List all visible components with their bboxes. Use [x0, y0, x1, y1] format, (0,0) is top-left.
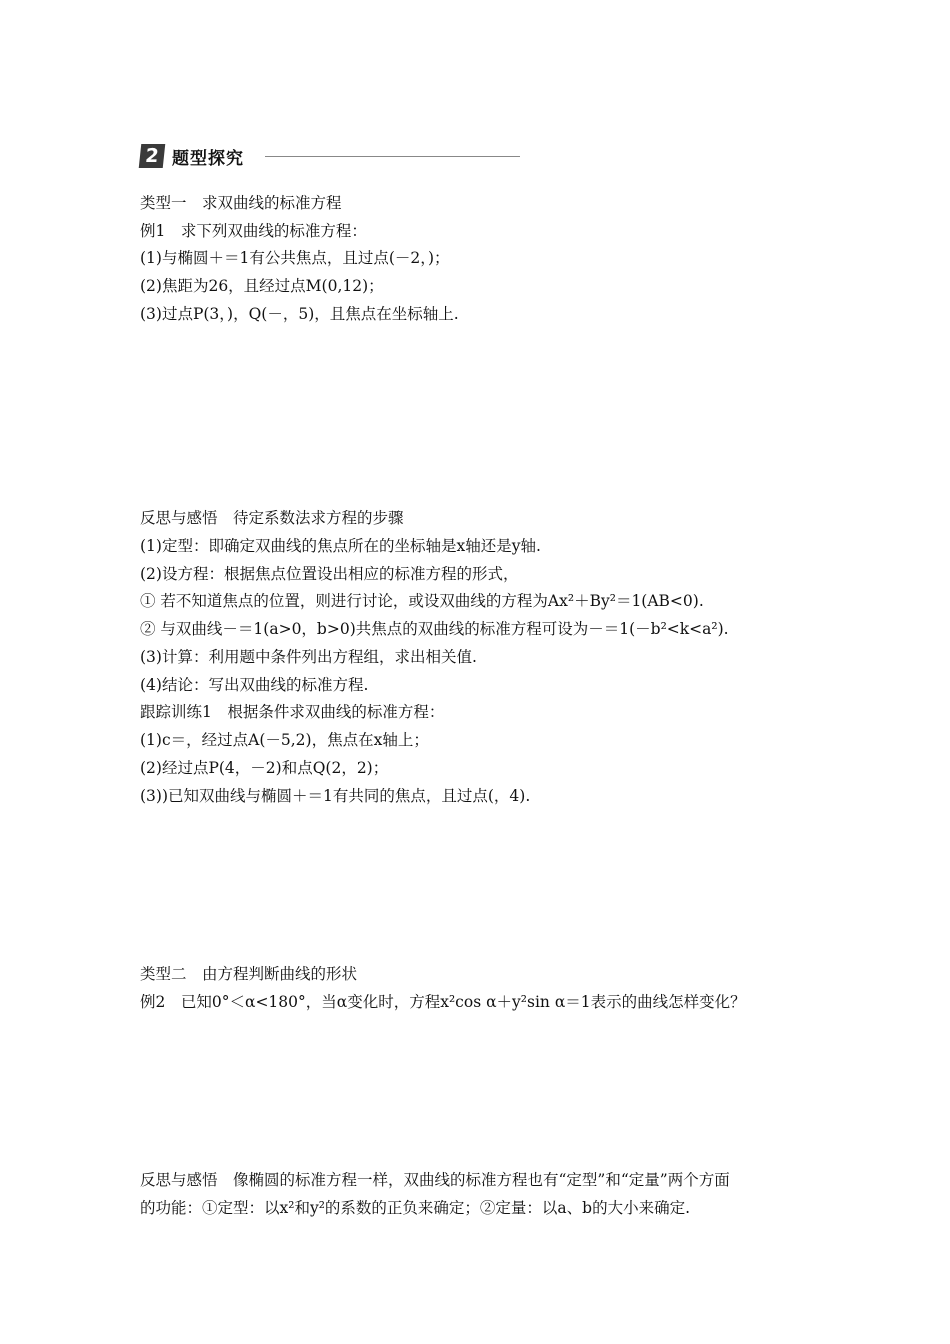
- type2-heading: 类型二 由方程判断曲线的形状: [140, 965, 358, 983]
- reflection1-step3: (3)计算：利用题中条件列出方程组，求出相关值.: [140, 648, 477, 666]
- reflection2-line1: 反思与感悟 像椭圆的标准方程一样，双曲线的标准方程也有“定型”和“定量”两个方面: [140, 1171, 730, 1189]
- exercise1-part2: (2)经过点P(4，－2)和点Q(2，2)；: [140, 759, 389, 777]
- section-header: [140, 144, 244, 168]
- reflection1-step1: (1)定型：即确定双曲线的焦点所在的坐标轴是x轴还是y轴.: [140, 537, 541, 555]
- reflection1-step2: (2)设方程：根据焦点位置设出相应的标准方程的形式，: [140, 565, 519, 583]
- example1-part3: (3)过点P(3，)，Q(－，5)，且焦点在坐标轴上.: [140, 305, 459, 323]
- example1-part2: (2)焦距为26，且经过点M(0,12)；: [140, 277, 384, 295]
- type1-heading: 类型一 求双曲线的标准方程: [140, 194, 342, 212]
- section-rule: [265, 156, 520, 157]
- reflection1-heading: 反思与感悟 待定系数法求方程的步骤: [140, 509, 404, 527]
- exercise1-part3: (3))已知双曲线与椭圆＋＝1有共同的焦点，且过点(，4).: [140, 787, 531, 805]
- reflection2-line2: 的功能：①定型：以x²和y²的系数的正负来确定；②定量：以a、b的大小来确定.: [140, 1199, 691, 1217]
- section-title: 题型探究: [172, 148, 244, 169]
- example1-part1: (1)与椭圆＋＝1有公共焦点，且过点(－2，)；: [140, 249, 450, 267]
- reflection1-case2: ② 与双曲线－＝1(a>0，b>0)共焦点的双曲线的标准方程可设为－＝1(－b²<k<a²).: [140, 620, 729, 638]
- example1-title: 例1 求下列双曲线的标准方程：: [140, 222, 367, 240]
- exercise1-part1: (1)c＝，经过点A(－5,2)，焦点在x轴上；: [140, 731, 429, 749]
- reflection1-case1: ① 若不知道焦点的位置，则进行讨论，或设双曲线的方程为Ax²＋By²＝1(AB<0).: [140, 592, 704, 610]
- example2: 例2 已知0°＜α<180°，当α变化时，方程x²cos α＋y²sin α＝1表示的曲线怎样变化？: [140, 993, 746, 1011]
- reflection1-step4: (4)结论：写出双曲线的标准方程.: [140, 676, 369, 694]
- exercise1-title: 跟踪训练1 根据条件求双曲线的标准方程：: [140, 703, 445, 721]
- section-number-badge: 2: [139, 144, 166, 168]
